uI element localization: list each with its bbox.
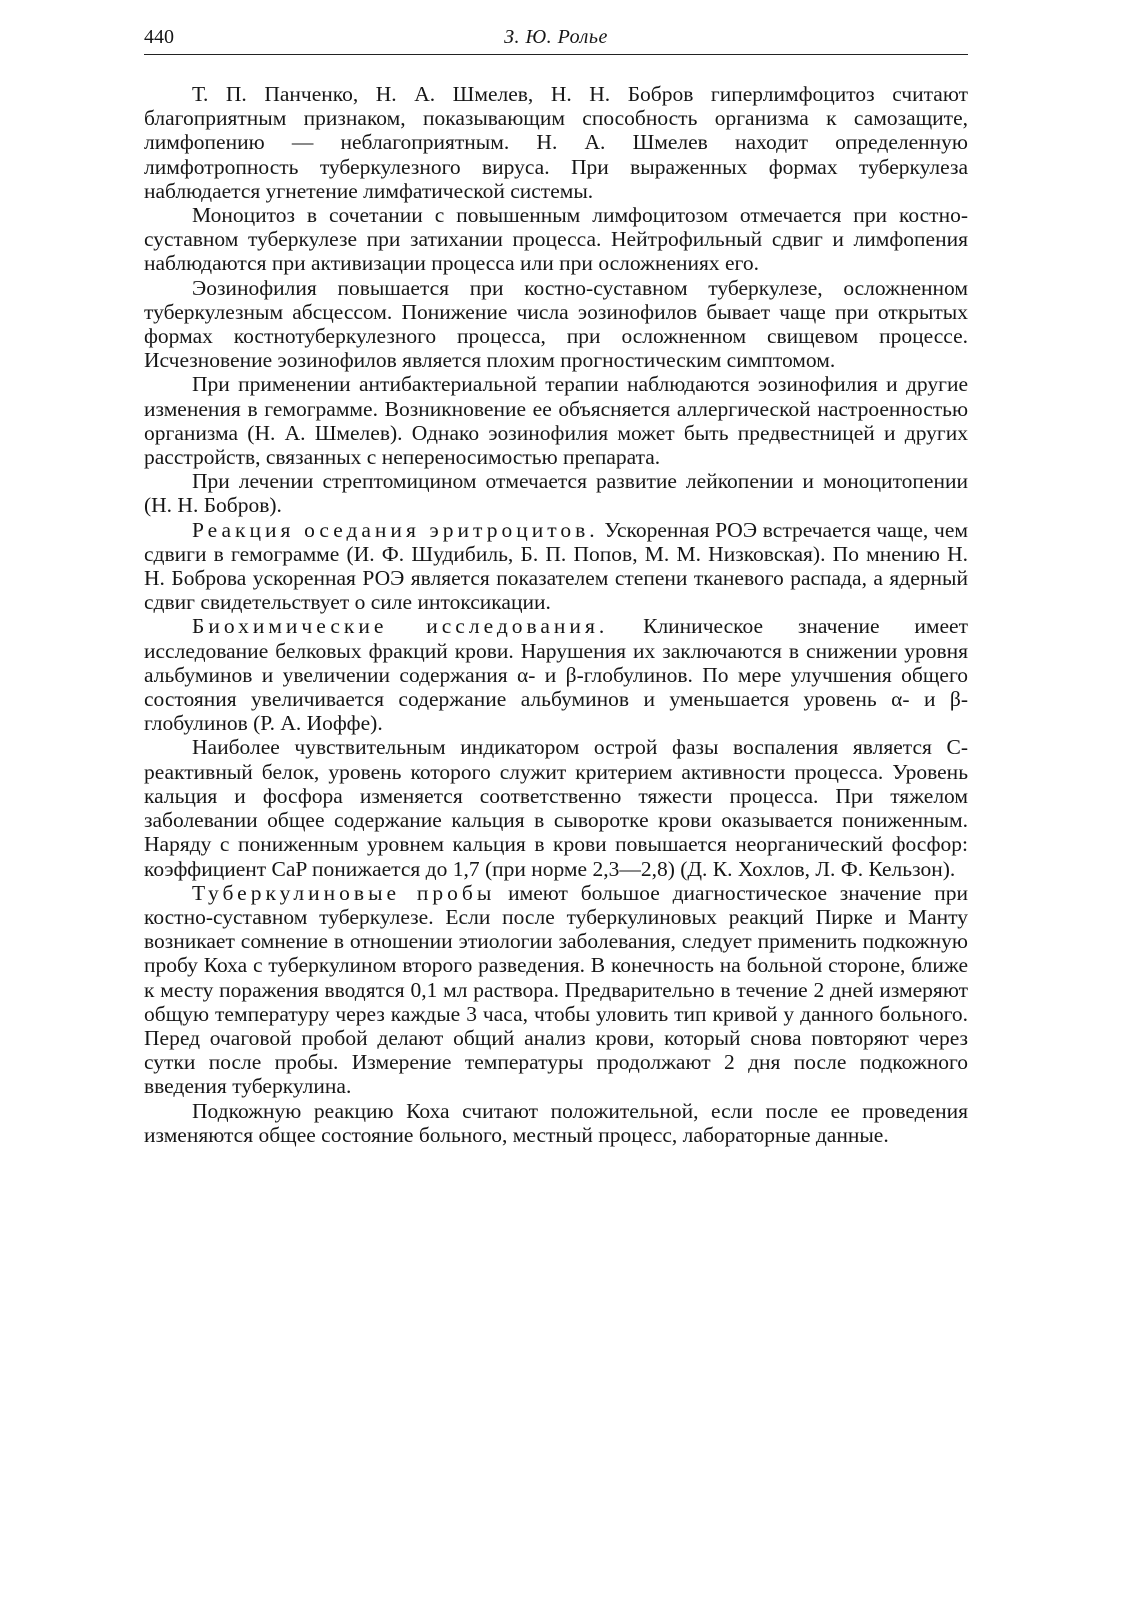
paragraph-text: Наиболее чувствительным индикатором острой фазы воспаления является С-реактивный белок, уровень которого служит критерием активности процесса. Уровень кальция и фосфора изменяется соответственно тяжести процесса. При тяжелом заболевании общее содержание кальция в сыворотке крови оказывается пониженным. Наряду с пониженным уровнем кальция в крови повышается неорганический фосфор: коэффициент CaP понижается до 1,7 (при норме 2,3—2,8) (Д. К. Хохлов, Л. Ф. Кельзон).	[144, 735, 968, 881]
paragraph	[144, 469, 968, 517]
paragraph-text: Клиническое значение имеет исследование белковых фракций крови. Нарушения их заключаются в снижении уровня альбуминов и увеличении содержания α- и β-глобулинов. По мере улучшения общего состояния увеличивается содержание альбуминов и уменьшается уровень α- и β-глобулинов (Р. А. Иоффе).	[144, 614, 968, 736]
paragraph	[144, 518, 968, 615]
paragraph	[144, 372, 968, 469]
paragraph-text: имеют большое диагностическое значение при костно-суставном туберкулезе. Если после туберкулиновых реакций Пирке и Манту возникает сомнение в отношении этиологии заболевания, следует применить подкожную пробу Коха с туберкулином второго разведения. В конечность на больной стороне, ближе к месту поражения вводятся 0,1 мл раствора. Предварительно в течение 2 дней измеряют общую температуру через каждые 3 часа, чтобы уловить тип кривой у данного больного. Перед очаговой пробой делают общий анализ крови, который снова повторяют через сутки после пробы. Измерение температуры продолжают 2 дня после подкожного введения туберкулина.	[144, 880, 968, 1099]
paragraph-text: Подкожную реакцию Коха считают положительной, если после ее проведения изменяются общее состояние больного, местный процесс, лабораторные данные.	[144, 1098, 968, 1147]
paragraph-text: Т. П. Панченко, Н. А. Шмелев, Н. Н. Бобров гиперлимфоцитоз считают благоприятным признаком, показывающим способность организма к самозащите, лимфопению — неблагоприятным. Н. А. Шмелев находит определенную лимфотропность туберкулезного вируса. При выраженных формах туберкулеза наблюдается угнетение лимфатической системы.	[144, 82, 968, 203]
running-head: З. Ю. Ролье	[504, 26, 608, 48]
paragraph	[144, 614, 968, 735]
page-header	[144, 22, 968, 56]
paragraph-text: При применении антибактериальной терапии наблюдаются эозинофилия и другие изменения в гемограмме. Возникновение ее объясняется аллергической настроенностью организма (Н. А. Шмелев). Однако эозинофилия может быть предвестницей и других расстройств, связанных с непереносимостью препарата.	[144, 372, 968, 470]
section-lead-in: Реакция оседания эритроцитов.	[192, 517, 599, 542]
header-rule	[144, 54, 968, 55]
paragraph	[144, 1099, 968, 1147]
paragraph-text: Эозинофилия повышается при костно-суставном туберкулезе, осложненном туберкулезным абсцессом. Понижение числа эозинофилов бывает чаще при открытых формах костнотуберкулезного процесса, при осложненном свищевом процессе. Исчезновение эозинофилов является плохим прогностическим симптомом.	[144, 275, 968, 373]
page-number: 440	[144, 26, 174, 48]
paragraph-text: Ускоренная РОЭ встречается чаще, чем сдвиги в гемограмме (И. Ф. Шудибиль, Б. П. Попов, М. М. Низковская). По мнению Н. Н. Боброва ускоренная РОЭ является показателем степени тканевого распада, а ядерный сдвиг свидетельствует о силе интоксикации.	[144, 517, 968, 615]
paragraph	[144, 735, 968, 880]
paragraph	[144, 82, 968, 203]
body-text	[144, 82, 968, 1147]
paragraph-text: При лечении стрептомицином отмечается развитие лейкопении и моноцитопении (Н. Н. Бобров).	[144, 469, 968, 518]
paragraph	[144, 203, 968, 276]
paragraph	[144, 276, 968, 373]
section-lead-in: Биохимические исследования.	[192, 614, 609, 639]
paragraph-text: Моноцитоз в сочетании с повышенным лимфоцитозом отмечается при костно-суставном туберкулезе при затихании процесса. Нейтрофильный сдвиг и лимфопения наблюдаются при активизации процесса или при осложнениях его.	[144, 203, 968, 276]
paragraph	[144, 881, 968, 1099]
section-lead-in: Туберкулиновые пробы	[192, 880, 496, 905]
